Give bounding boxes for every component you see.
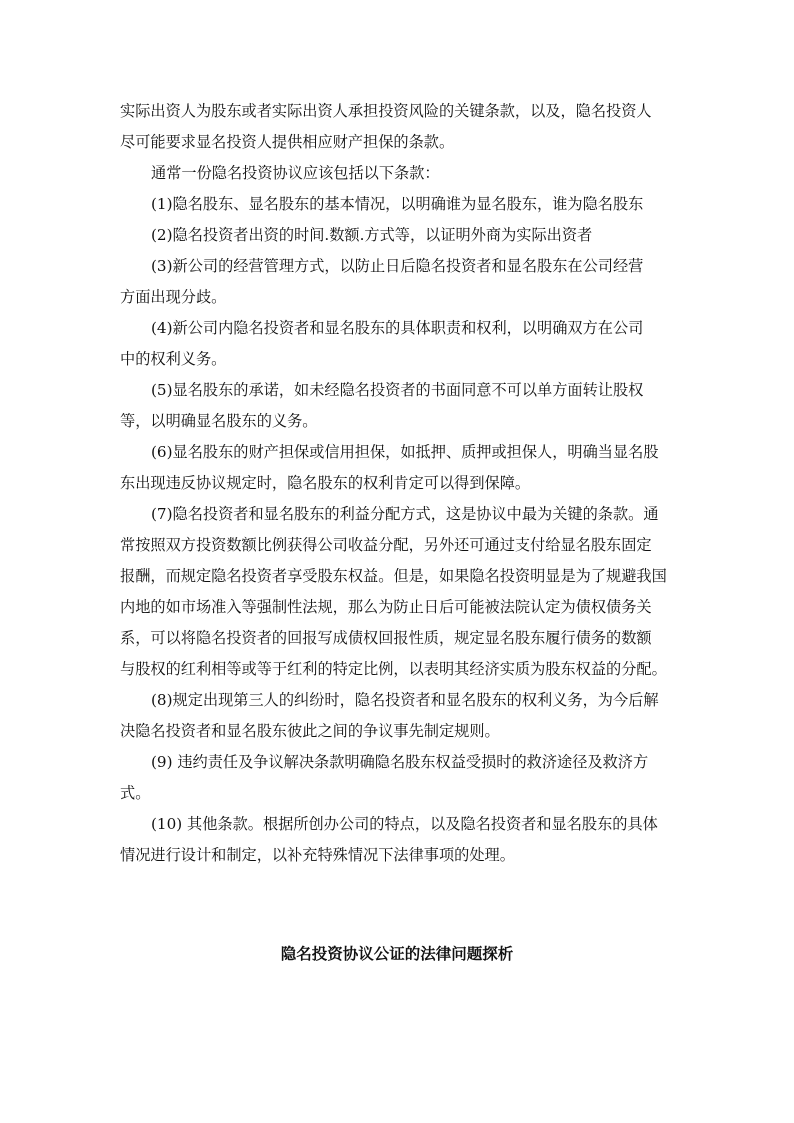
clause-8: (8)规定出现第三人的纠纷时，隐名投资者和显名股东的权利义务，为今后解 [151,691,659,709]
clause-5: (5)显名股东的承诺，如未经隐名投资者的书面同意不可以单方面转让股权 [151,381,644,399]
clause-9: (9) 违约责任及争议解决条款明确隐名股东权益受损时的救济途径及救济方 [151,753,649,771]
paragraph-line: 通常一份隐名投资协议应该包括以下条款： [151,164,440,182]
clause-3-continued: 方面出现分歧。 [120,288,227,306]
clause-1: (1)隐名股东、显名股东的基本情况，以明确谁为显名股东，谁为隐名股东 [151,195,644,213]
clause-2: (2)隐名投资者出资的时间.数额.方式等，以证明外商为实际出资者 [151,226,593,244]
clause-7-continued: 常按照双方投资数额比例获得公司收益分配，另外还可通过支付给显名股东固定 [120,536,652,554]
document-body [120,96,680,871]
clause-3: (3)新公司的经营管理方式，以防止日后隐名投资者和显名股东在公司经营 [151,257,644,275]
paragraph-line: 实际出资人为股东或者实际出资人承担投资风险的关键条款，以及，隐名投资人 [120,102,652,120]
clause-7: (7)隐名投资者和显名股东的利益分配方式，这是协议中最为关键的条款。通 [151,505,659,523]
clause-4-continued: 中的权利义务。 [120,350,227,368]
clause-9-continued: 式。 [120,784,151,802]
section-title: 隐名投资协议公证的法律问题探析 [280,944,514,963]
clause-6: (6)显名股东的财产担保或信用担保，如抵押、质押或担保人，明确当显名股 [151,443,659,461]
clause-7-continued: 报酬，而规定隐名投资者享受股东权益。但是，如果隐名投资明显是为了规避我国 [120,567,667,585]
clause-7-continued: 内地的如市场准入等强制性法规，那么为防止日后可能被法院认定为债权债务关 [120,598,652,616]
clause-5-continued: 等，以明确显名股东的义务。 [120,412,318,430]
clause-10: (10) 其他条款。根据所创办公司的特点，以及隐名投资者和显名股东的具体 [151,815,658,833]
clause-8-continued: 决隐名投资者和显名股东彼此之间的争议事先制定规则。 [120,722,500,740]
clause-6-continued: 东出现违反协议规定时，隐名股东的权利肯定可以得到保障。 [120,474,531,492]
clause-7-continued: 系，可以将隐名投资者的回报写成债权回报性质，规定显名股东履行债务的数额 [120,629,652,647]
clause-10-continued: 情况进行设计和制定，以补充特殊情况下法律事项的处理。 [120,846,515,864]
clause-4: (4)新公司内隐名投资者和显名股东的具体职责和权利，以明确双方在公司 [151,319,644,337]
clause-7-continued: 与股权的红利相等或等于红利的特定比例，以表明其经济实质为股东权益的分配。 [120,660,667,678]
paragraph-line: 尽可能要求显名投资人提供相应财产担保的条款。 [120,133,455,151]
